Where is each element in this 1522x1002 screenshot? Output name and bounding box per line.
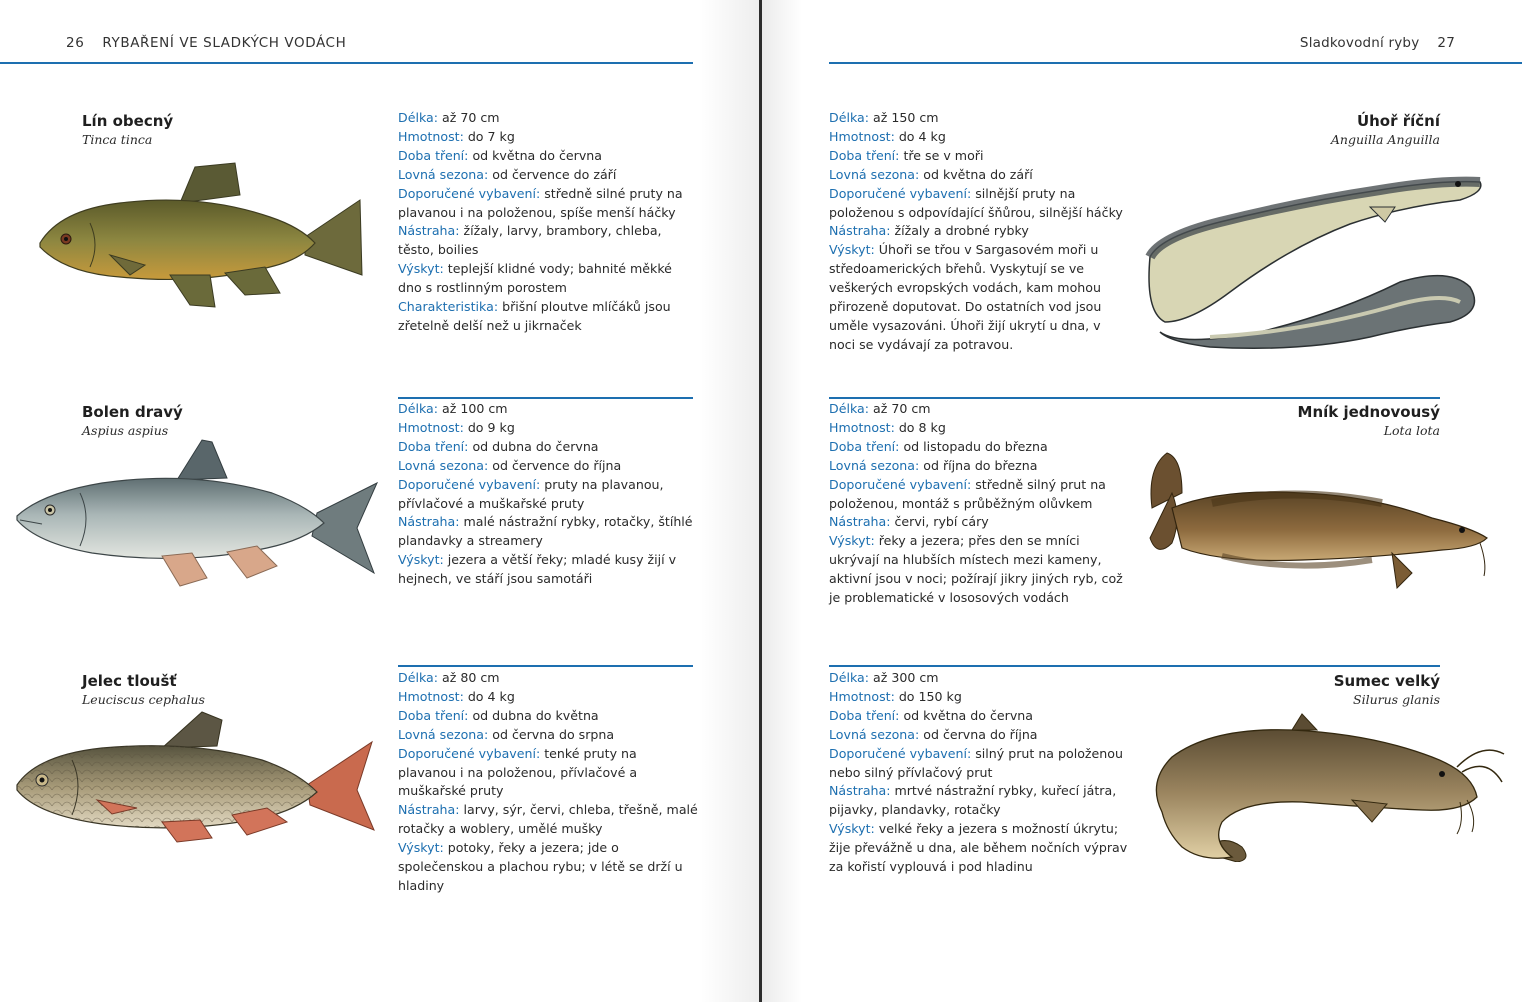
asp-illustration <box>12 438 382 593</box>
info-row: Délka: až 80 cm <box>398 670 500 685</box>
section-rule <box>398 397 693 399</box>
info-row: Výskyt: Úhoři se třou v Sargasovém moři u středoamerických břehů. Vyskytují se ve veškerých evropských vodách, kam mohou přirozeně doputovat. Do ostatních vod jsou uměle vysazováni. Úhoři žijí ukrytí u dna, v noci se vydávají za potravou. <box>829 242 1102 352</box>
fish-name: Bolen dravý <box>82 403 183 421</box>
info-row: Délka: až 150 cm <box>829 110 939 125</box>
info-row: Délka: až 70 cm <box>398 110 500 125</box>
info-row: Nástraha: mrtvé nástražní rybky, kuřecí játra, pijavky, plandavky, rotačky <box>829 783 1117 818</box>
fish-latin-name: Aspius aspius <box>82 423 169 438</box>
info-row: Lovná sezona: od června do října <box>829 726 1038 742</box>
fish-name: Úhoř říční <box>1356 112 1440 130</box>
fish-info <box>829 109 1129 355</box>
right-running-head <box>1300 35 1455 51</box>
info-row: Doba tření: tře se v moři <box>829 147 984 163</box>
info-row: Lovná sezona: od července do září <box>398 166 617 182</box>
info-row: Doporučené vybavení: silnější pruty na položenou s odpovídající šňůrou, silnější háčky <box>829 185 1123 220</box>
section-rule <box>829 665 1440 667</box>
info-row: Hmotnost: do 8 kg <box>829 419 946 435</box>
right-running-title: Sladkovodní ryby <box>1299 35 1420 51</box>
fish-name: Mník jednovousý <box>1297 403 1440 421</box>
book-spine <box>759 0 762 1002</box>
info-row: Doba tření: od listopadu do března <box>829 438 1048 454</box>
info-row: Doba tření: od dubna do června <box>398 438 599 454</box>
info-row: Hmotnost: do 4 kg <box>398 688 515 704</box>
left-running-head <box>66 35 346 51</box>
section-rule <box>829 397 1440 399</box>
info-row: Výskyt: jezera a větší řeky; mladé kusy žijí v hejnech, ve stáří jsou samotáři <box>398 552 677 587</box>
info-row: Hmotnost: do 7 kg <box>398 128 515 144</box>
fish-name: Jelec tloušť <box>82 672 177 690</box>
info-row: Délka: až 100 cm <box>398 401 508 416</box>
info-row: Výskyt: potoky, řeky a jezera; jde o společenskou a plachou rybu; v létě se drží u hladiny <box>398 840 683 893</box>
fish-name: Sumec velký <box>1333 672 1440 690</box>
fish-latin-name: Anguilla Anguilla <box>1330 132 1440 147</box>
info-row: Délka: až 300 cm <box>829 670 939 685</box>
burbot-illustration <box>1142 448 1497 596</box>
chub-illustration <box>12 710 382 850</box>
wels-catfish-illustration <box>1142 712 1507 862</box>
fish-info <box>829 669 1129 877</box>
info-row: Výskyt: teplejší klidné vody; bahnité měkké dno s rostlinným porostem <box>398 261 672 296</box>
info-row: Doporučené vybavení: tenké pruty na plavanou i na položenou, přívlačové a muškařské pruty <box>398 745 638 799</box>
info-row: Délka: až 70 cm <box>829 401 931 416</box>
info-row: Hmotnost: do 9 kg <box>398 419 515 435</box>
info-row: Doporučené vybavení: pruty na plavanou, přívlačové a muškařské pruty <box>398 476 664 511</box>
left-running-title: RYBAŘENÍ VE SLADKÝCH VODÁCH <box>102 35 347 51</box>
info-row: Doba tření: od dubna do května <box>398 707 599 723</box>
info-row: Hmotnost: do 4 kg <box>829 128 946 144</box>
info-row: Nástraha: červi, rybí cáry <box>829 514 989 530</box>
fish-info <box>398 400 698 589</box>
fish-name: Lín obecný <box>82 112 174 130</box>
section-rule <box>398 665 693 667</box>
info-row: Doba tření: od května do června <box>398 147 602 163</box>
info-row: Doporučené vybavení: středně silný prut na položenou, montáž s průběžným olůvkem <box>829 476 1106 511</box>
eel-illustration <box>1140 162 1490 362</box>
info-row: Nástraha: larvy, sýr, červi, chleba, třešně, malé rotačky a woblery, umělé mušky <box>398 802 698 837</box>
fish-latin-name: Tinca tinca <box>82 132 153 147</box>
info-row: Hmotnost: do 150 kg <box>829 688 962 704</box>
right-page-number: 27 <box>1437 35 1455 51</box>
gutter-shadow-right <box>762 0 802 1002</box>
info-row: Výskyt: velké řeky a jezera s možností úkrytu; žije převážně u dna, ale během nočních výprav za kořistí vyplouvá i pod hladinu <box>829 821 1128 875</box>
info-row: Doba tření: od května do června <box>829 707 1033 723</box>
info-row: Nástraha: malé nástražní rybky, rotačky, štíhlé plandavky a streamery <box>398 514 693 549</box>
fish-latin-name: Leuciscus cephalus <box>82 692 205 707</box>
fish-info <box>398 669 698 896</box>
info-row: Lovná sezona: od července do října <box>398 457 622 473</box>
left-header-rule <box>0 62 693 64</box>
fish-info <box>829 400 1129 608</box>
tench-illustration <box>30 155 370 315</box>
info-row: Nástraha: žížaly, larvy, brambory, chleba, těsto, boilies <box>398 223 662 258</box>
info-row: Výskyt: řeky a jezera; přes den se mníci ukrývají na hlubších místech mezi kameny, aktivní jsou v noci; požírají jikry jiných ryb, což je problematické v lososových vodách <box>829 533 1123 606</box>
right-header-rule <box>829 62 1522 64</box>
info-row: Charakteristika: břišní ploutve mlíčáků jsou zřetelně delší než u jikrnaček <box>398 299 671 333</box>
gutter-shadow-left <box>700 0 760 1002</box>
fish-latin-name: Silurus glanis <box>1353 692 1440 707</box>
info-row: Doporučené vybavení: středně silné pruty na plavanou i na položenou, spíše menší háčky <box>398 185 683 220</box>
info-row: Lovná sezona: od června do srpna <box>398 726 615 742</box>
left-page-number: 26 <box>66 35 85 51</box>
fish-latin-name: Lota lota <box>1383 423 1440 438</box>
info-row: Lovná sezona: od května do září <box>829 166 1033 182</box>
info-row: Nástraha: žížaly a drobné rybky <box>829 223 1029 239</box>
fish-info <box>398 109 698 336</box>
info-row: Lovná sezona: od října do března <box>829 457 1038 473</box>
info-row: Doporučené vybavení: silný prut na položenou nebo silný přívlačový prut <box>829 745 1123 780</box>
